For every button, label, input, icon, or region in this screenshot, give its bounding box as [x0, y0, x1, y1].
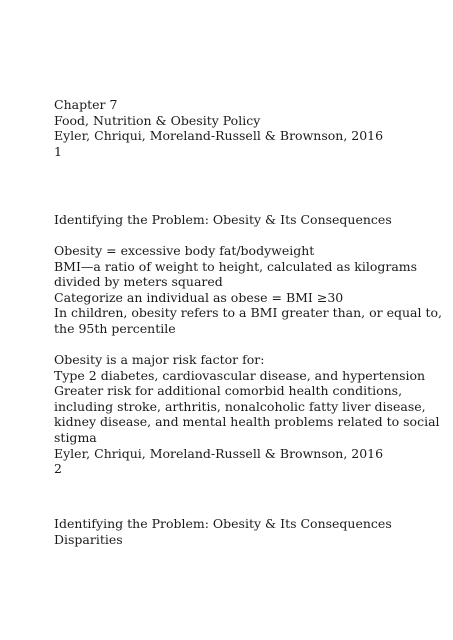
text-line: Obesity is a major risk factor for: [54, 352, 265, 367]
text-line: Type 2 diabetes, cardiovascular disease, and hypertension [54, 367, 426, 383]
text-line: including stroke, arthritis, nonalcoholic fatty liver disease, [54, 398, 426, 414]
slide-2-paragraph-2 [54, 352, 444, 477]
slide-number: 1 [54, 143, 62, 159]
text-line: BMI—a ratio of weight to height, calculated as kilograms [54, 258, 418, 274]
citation: Eyler, Chriqui, Moreland-Russell & Brownson, 2016 [54, 445, 384, 461]
section-title: Identifying the Problem: Obesity & Its Consequences [54, 516, 392, 531]
text-line: Greater risk for additional comorbid health conditions, [54, 383, 403, 399]
text-line: In children, obesity refers to a BMI greater than, or equal to, [54, 305, 442, 321]
slide-2-title [54, 212, 444, 228]
text-line: stigma [54, 429, 97, 445]
section-title: Identifying the Problem: Obesity & Its Consequences [54, 212, 392, 227]
slide-3-text [54, 516, 444, 547]
text-line: the 95th percentile [54, 320, 176, 336]
chapter-title: Food, Nutrition & Obesity Policy [54, 112, 261, 128]
text-line: kidney disease, and mental health problems related to social [54, 414, 440, 430]
slide-2-paragraph-1 [54, 243, 444, 337]
text-line: divided by meters squared [54, 274, 223, 290]
slide-1-text [54, 97, 444, 159]
chapter-heading: Chapter 7 [54, 97, 118, 112]
subsection-title: Disparities [54, 531, 123, 547]
text-line: Obesity = excessive body fat/bodyweight [54, 243, 315, 258]
slide-number: 2 [54, 461, 62, 477]
text-line: Categorize an individual as obese = BMI ≥30 [54, 289, 344, 305]
citation: Eyler, Chriqui, Moreland-Russell & Brownson, 2016 [54, 128, 384, 144]
